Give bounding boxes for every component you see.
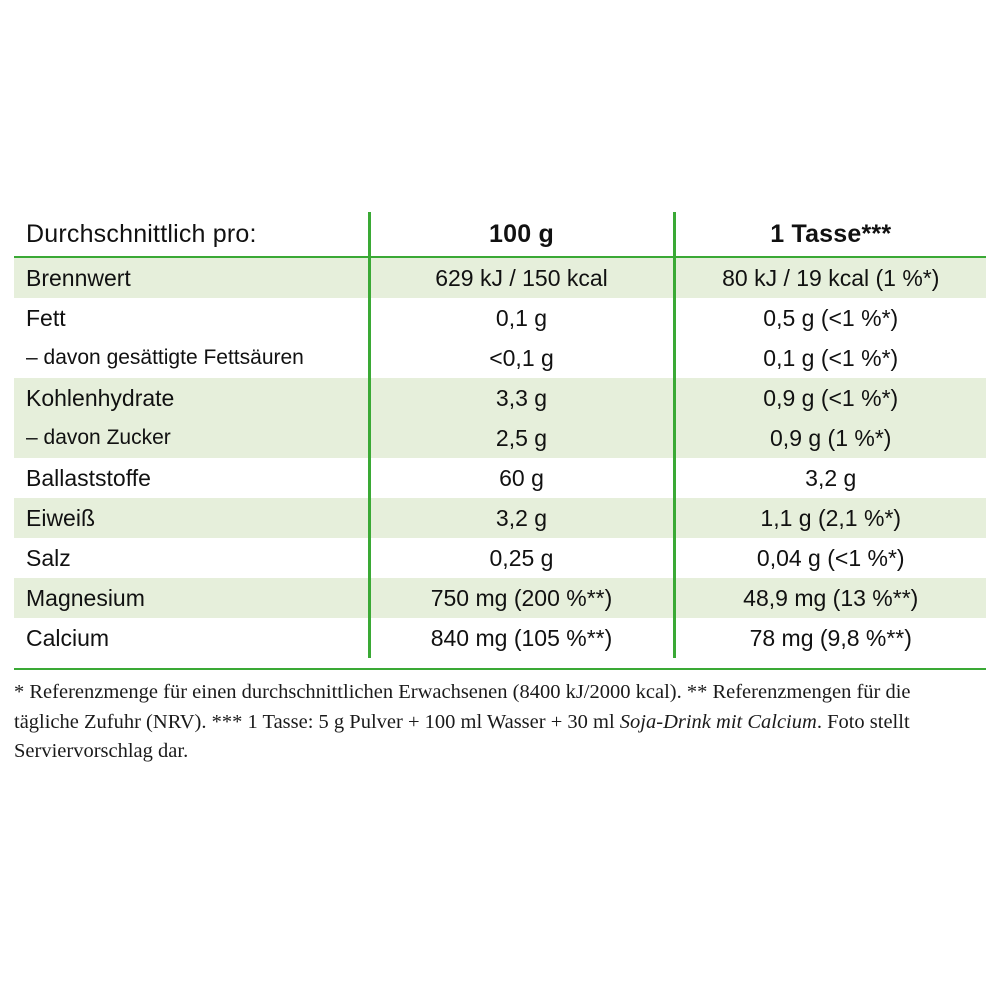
table-body bbox=[14, 257, 986, 658]
table-row bbox=[14, 578, 986, 618]
table-head bbox=[14, 212, 986, 257]
table-row bbox=[14, 538, 986, 578]
row-value-cup: 48,9 mg (13 %**) bbox=[674, 578, 986, 618]
row-value-100g: 0,1 g bbox=[369, 298, 674, 338]
table-row bbox=[14, 418, 986, 458]
table-bottom-rule bbox=[14, 668, 986, 670]
footnote-product-name: Soja-Drink mit Calcium bbox=[619, 710, 817, 733]
row-label: – davon gesättigte Fettsäuren bbox=[14, 338, 369, 378]
row-value-100g: <0,1 g bbox=[369, 338, 674, 378]
row-value-100g: 2,5 g bbox=[369, 418, 674, 458]
table-header-row bbox=[14, 212, 986, 257]
header-label: Durchschnittlich pro: bbox=[14, 212, 369, 257]
row-label: Kohlenhydrate bbox=[14, 378, 369, 418]
row-value-100g: 3,3 g bbox=[369, 378, 674, 418]
row-value-cup: 0,5 g (<1 %*) bbox=[674, 298, 986, 338]
table-row bbox=[14, 498, 986, 538]
nutrition-table-container bbox=[14, 212, 986, 658]
table-row bbox=[14, 338, 986, 378]
nutrition-table bbox=[14, 212, 986, 658]
row-value-cup: 0,9 g (<1 %*) bbox=[674, 378, 986, 418]
row-label: Fett bbox=[14, 298, 369, 338]
row-value-100g: 750 mg (200 %**) bbox=[369, 578, 674, 618]
footnote-text-part1: * Referenzmenge für einen durchschnittlichen Erwachsenen (8400 kJ/2000 kcal). ** Referenzmengen für die tägliche Zufuhr (NRV). *** 1 Tasse: 5 g Pulver + 100 ml Wasser + 30 ml bbox=[14, 681, 911, 733]
header-col-100g: 100 g bbox=[369, 212, 674, 257]
row-value-cup: 0,04 g (<1 %*) bbox=[674, 538, 986, 578]
row-value-100g: 0,25 g bbox=[369, 538, 674, 578]
table-row bbox=[14, 257, 986, 298]
table-row bbox=[14, 458, 986, 498]
row-value-cup: 3,2 g bbox=[674, 458, 986, 498]
footnote-text-part2: . Foto stellt Serviervorschlag dar. bbox=[14, 710, 910, 763]
header-col-cup: 1 Tasse*** bbox=[674, 212, 986, 257]
row-value-cup: 78 mg (9,8 %**) bbox=[674, 618, 986, 658]
row-value-100g: 629 kJ / 150 kcal bbox=[369, 257, 674, 298]
row-value-cup: 0,1 g (<1 %*) bbox=[674, 338, 986, 378]
row-label: Salz bbox=[14, 538, 369, 578]
table-row bbox=[14, 298, 986, 338]
row-value-cup: 0,9 g (1 %*) bbox=[674, 418, 986, 458]
table-row bbox=[14, 618, 986, 658]
row-value-100g: 3,2 g bbox=[369, 498, 674, 538]
row-value-100g: 60 g bbox=[369, 458, 674, 498]
table-row bbox=[14, 378, 986, 418]
row-value-cup: 80 kJ / 19 kcal (1 %*) bbox=[674, 257, 986, 298]
row-label: Ballaststoffe bbox=[14, 458, 369, 498]
row-label: Magnesium bbox=[14, 578, 369, 618]
row-label: Brennwert bbox=[14, 257, 369, 298]
row-value-100g: 840 mg (105 %**) bbox=[369, 618, 674, 658]
footnotes bbox=[14, 678, 980, 767]
row-label: Eiweiß bbox=[14, 498, 369, 538]
row-value-cup: 1,1 g (2,1 %*) bbox=[674, 498, 986, 538]
row-label: – davon Zucker bbox=[14, 418, 369, 458]
row-label: Calcium bbox=[14, 618, 369, 658]
